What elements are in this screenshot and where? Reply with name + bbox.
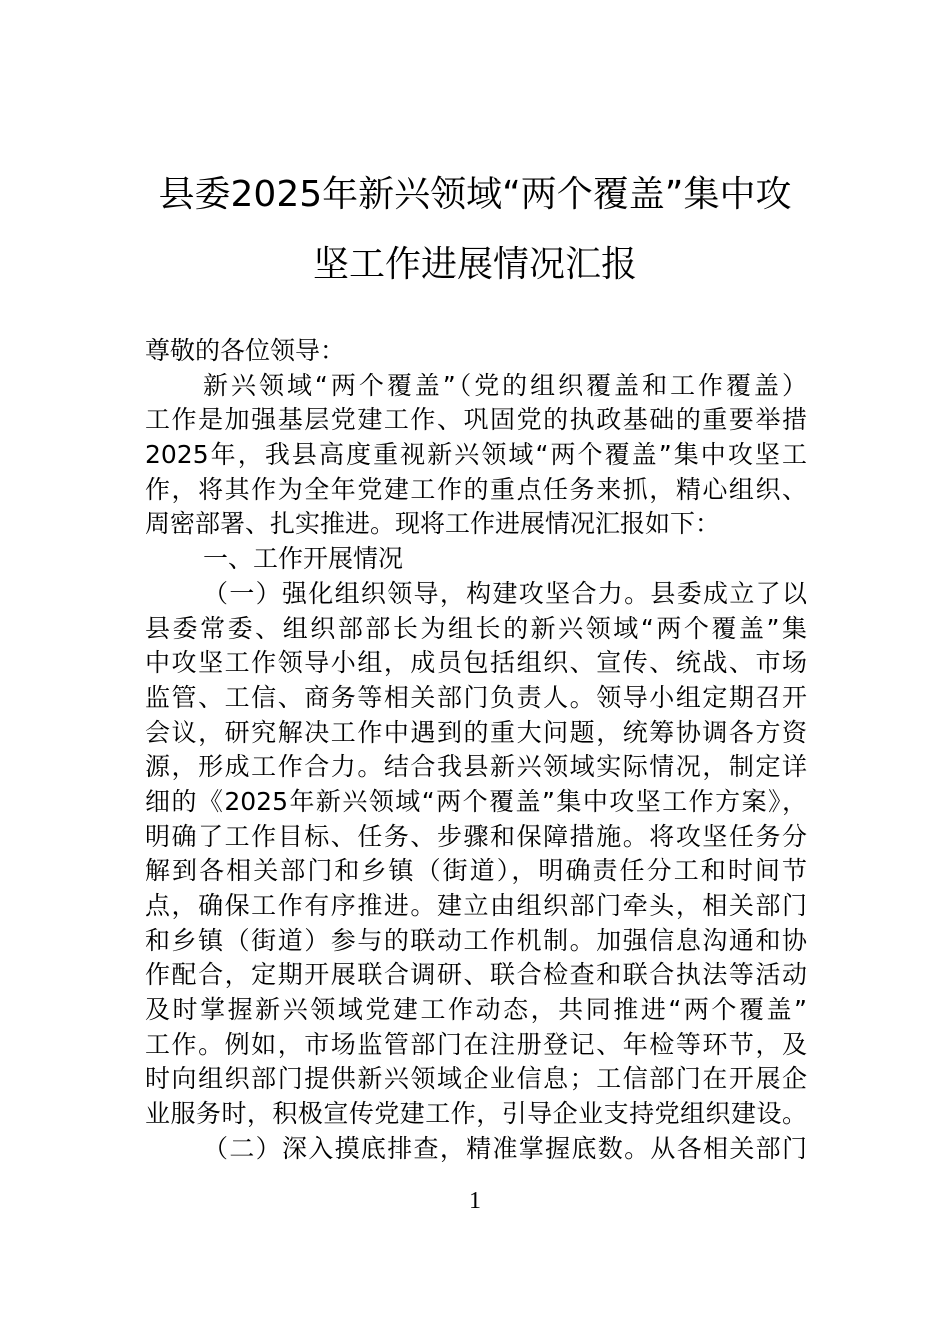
section-heading: 一、工作开展情况 (203, 544, 404, 574)
body-line: 时向组织部门提供新兴领域企业信息；工信部门在开展企 (145, 1064, 807, 1094)
body-line: 周密部署、扎实推进。现将工作进展情况汇报如下： (145, 509, 721, 539)
document-title-line-1: 县委2025年新兴领域“两个覆盖”集中攻 (158, 174, 792, 215)
body-line: 中攻坚工作领导小组，成员包括组织、宣传、统战、市场 (145, 648, 807, 678)
body-line: 2025年，我县高度重视新兴领域“两个覆盖”集中攻坚工 (145, 440, 807, 470)
document-title-line-2: 坚工作进展情况汇报 (312, 244, 637, 285)
body-line: 点，确保工作有序推进。建立由组织部门牵头，相关部门 (145, 891, 807, 920)
body-line: 会议，研究解决工作中遇到的重大问题，统筹协调各方资 (145, 717, 807, 747)
body-line: 源，形成工作合力。结合我县新兴领域实际情况，制定详 (145, 752, 807, 782)
body-line: 工作。例如，市场监管部门在注册登记、年检等环节，及 (145, 1029, 807, 1059)
body-line: 明确了工作目标、任务、步骤和保障措施。将攻坚任务分 (145, 821, 807, 851)
subsection-line: （一）强化组织领导，构建攻坚合力。县委成立了以 (203, 578, 807, 608)
body-line: 工作是加强基层党建工作、巩固党的执政基础的重要举措 (145, 405, 807, 435)
document-body (145, 334, 807, 1167)
body-line: 解到各相关部门和乡镇（街道），明确责任分工和时间节 (145, 856, 807, 886)
page-number: 1 (469, 1188, 481, 1214)
body-line: 监管、工信、商务等相关部门负责人。领导小组定期召开 (145, 682, 807, 712)
body-line: 作配合，定期开展联合调研、联合检查和联合执法等活动 (145, 960, 807, 990)
body-line: 作，将其作为全年党建工作的重点任务来抓，精心组织、 (145, 474, 807, 504)
body-line: 新兴领域“两个覆盖”（党的组织覆盖和工作覆盖） (203, 370, 807, 400)
body-line: 细的《2025年新兴领域“两个覆盖”集中攻坚工作方案》， (145, 786, 807, 816)
body-line: 县委常委、组织部部长为组长的新兴领域“两个覆盖”集 (145, 613, 807, 643)
body-line: 和乡镇（街道）参与的联动工作机制。加强信息沟通和协 (145, 925, 807, 955)
body-line: 业服务时，积极宣传党建工作，引导企业支持党组织建设。 (145, 1099, 807, 1129)
body-line: 及时掌握新兴领域党建工作动态，共同推进“两个覆盖” (145, 995, 807, 1025)
subsection-line: （二）深入摸底排查，精准掌握底数。从各相关部门 (203, 1133, 807, 1163)
salutation: 尊敬的各位领导： (145, 336, 346, 365)
